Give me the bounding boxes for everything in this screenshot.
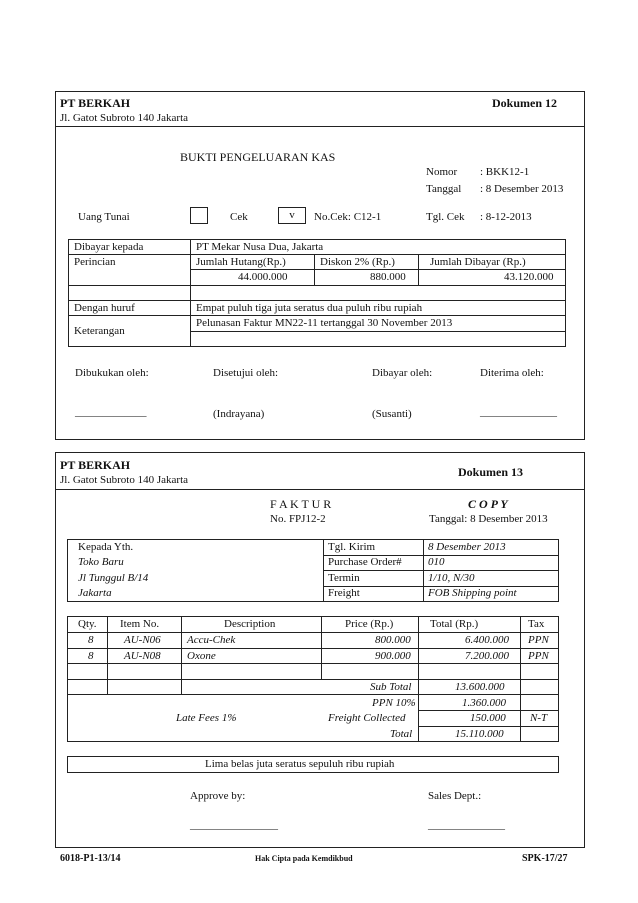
dibayar-kepada-value: PT Mekar Nusa Dua, Jakarta (196, 241, 324, 253)
col-jumlah-dibayar: Jumlah Dibayar (Rp.) (430, 256, 526, 268)
header-item-no: Item No. (120, 618, 160, 630)
sales-signature-line: ______________ (428, 819, 505, 831)
header-divider (55, 126, 585, 127)
disetujui-oleh: Disetujui oleh: (213, 367, 279, 379)
nomor-label: Nomor (426, 166, 458, 178)
item-description: Accu-Chek (187, 634, 236, 646)
company-name: PT BERKAH (60, 96, 131, 110)
item-tax: PPN (528, 634, 549, 646)
sales-dept-label: Sales Dept.: (428, 790, 482, 802)
customer-line: Jakarta (78, 587, 112, 599)
item-qty: 8 (88, 634, 94, 646)
header-tax: Tax (528, 618, 545, 630)
document-label: Dokumen 12 (492, 96, 558, 110)
keterangan-label: Keterangan (74, 325, 125, 337)
value-jumlah-hutang: 44.000.000 (238, 271, 288, 283)
summary-value: 15.110.000 (455, 728, 504, 740)
keterangan-value: Pelunasan Faktur MN22-11 tertanggal 30 November 2013 (196, 317, 453, 329)
dengan-huruf-value: Empat puluh tiga juta seratus dua puluh ribu rupiah (196, 302, 423, 314)
header-description: Description (224, 618, 276, 630)
cek-checkbox[interactable]: v (278, 207, 306, 224)
invoice-number: No. FPJ12-2 (270, 513, 326, 525)
meta-label: Purchase Order# (328, 556, 402, 568)
company-address-13: Jl. Gatot Subroto 140 Jakarta (60, 474, 189, 486)
invoice-date: Tanggal: 8 Desember 2013 (429, 513, 548, 525)
customer-line: Kepada Yth. (78, 541, 134, 553)
dengan-huruf-label: Dengan huruf (74, 302, 135, 314)
approve-signature-line: ________________ (190, 819, 278, 831)
copy-label: C O P Y (468, 497, 508, 511)
footer-copyright: Hak Cipta pada Kemdikbud (255, 854, 353, 863)
invoice-title: F A K T U R (270, 497, 332, 511)
value-diskon: 880.000 (370, 271, 406, 283)
disetujui-name: (Indrayana) (213, 408, 265, 420)
summary-label: Sub Total (370, 681, 412, 693)
meta-value: FOB Shipping point (428, 587, 517, 599)
no-cek: No.Cek: C12-1 (314, 211, 382, 223)
meta-label: Tgl. Kirim (328, 541, 376, 553)
company-name-13: PT BERKAH (60, 458, 131, 472)
cek-label: Cek (230, 211, 248, 223)
item-number: AU-N08 (124, 650, 161, 662)
summary-label: Freight Collected (328, 712, 406, 724)
dibukukan-oleh: Dibukukan oleh: (75, 367, 149, 379)
footer-code: 6018-P1-13/14 (60, 853, 121, 864)
col-diskon: Diskon 2% (Rp.) (320, 256, 395, 268)
item-number: AU-N06 (124, 634, 161, 646)
meta-label: Freight (328, 587, 360, 599)
amount-in-words: Lima belas juta seratus sepuluh ribu rupiah (205, 758, 395, 770)
summary-label: PPN 10% (372, 697, 416, 709)
approve-by-label: Approve by: (190, 790, 246, 802)
document-label-13: Dokumen 13 (458, 465, 524, 479)
dibayar-oleh: Dibayar oleh: (372, 367, 433, 379)
item-total: 6.400.000 (465, 634, 509, 646)
item-qty: 8 (88, 650, 94, 662)
nomor-value: : BKK12-1 (480, 166, 530, 178)
summary-tax: N-T (530, 712, 548, 724)
value-jumlah-dibayar: 43.120.000 (504, 271, 554, 283)
perincian-label: Perincian (74, 256, 116, 268)
meta-value: 8 Desember 2013 (428, 541, 506, 553)
header-qty: Qty. (78, 618, 97, 630)
summary-value: 13.600.000 (455, 681, 505, 693)
dibukukan-signature-line: _____________ (75, 406, 147, 418)
footer-page: SPK-17/27 (522, 853, 568, 864)
customer-line: Jl Tunggul B/14 (78, 572, 149, 584)
header-price: Price (Rp.) (345, 618, 394, 630)
company-address: Jl. Gatot Subroto 140 Jakarta (60, 112, 189, 124)
item-tax: PPN (528, 650, 549, 662)
summary-value: 1.360.000 (462, 697, 506, 709)
uang-tunai-checkbox[interactable] (190, 207, 208, 224)
dibayar-kepada-label: Dibayar kepada (74, 241, 144, 253)
summary-label: Total (390, 728, 413, 740)
dibayar-name: (Susanti) (372, 408, 412, 420)
header-divider-13 (55, 489, 585, 490)
item-price: 800.000 (375, 634, 411, 646)
meta-value: 1/10, N/30 (428, 572, 475, 584)
tgl-cek-value: : 8-12-2013 (480, 211, 532, 223)
tgl-cek-label: Tgl. Cek (426, 211, 465, 223)
summary-value: 150.000 (470, 712, 506, 724)
uang-tunai-label: Uang Tunai (78, 211, 130, 223)
diterima-signature-line: ______________ (480, 406, 557, 418)
meta-label: Termin (328, 572, 360, 584)
document-title: BUKTI PENGELUARAN KAS (180, 150, 336, 164)
item-price: 900.000 (375, 650, 411, 662)
item-total: 7.200.000 (465, 650, 509, 662)
item-description: Oxone (187, 650, 216, 662)
diterima-oleh: Diterima oleh: (480, 367, 544, 379)
late-fees: Late Fees 1% (176, 712, 237, 724)
customer-line: Toko Baru (78, 556, 124, 568)
col-jumlah-hutang: Jumlah Hutang(Rp.) (196, 256, 286, 268)
tanggal-value: : 8 Desember 2013 (480, 183, 564, 195)
header-total: Total (Rp.) (430, 618, 479, 630)
tanggal-label: Tanggal (426, 183, 462, 195)
meta-value: 010 (428, 556, 445, 568)
